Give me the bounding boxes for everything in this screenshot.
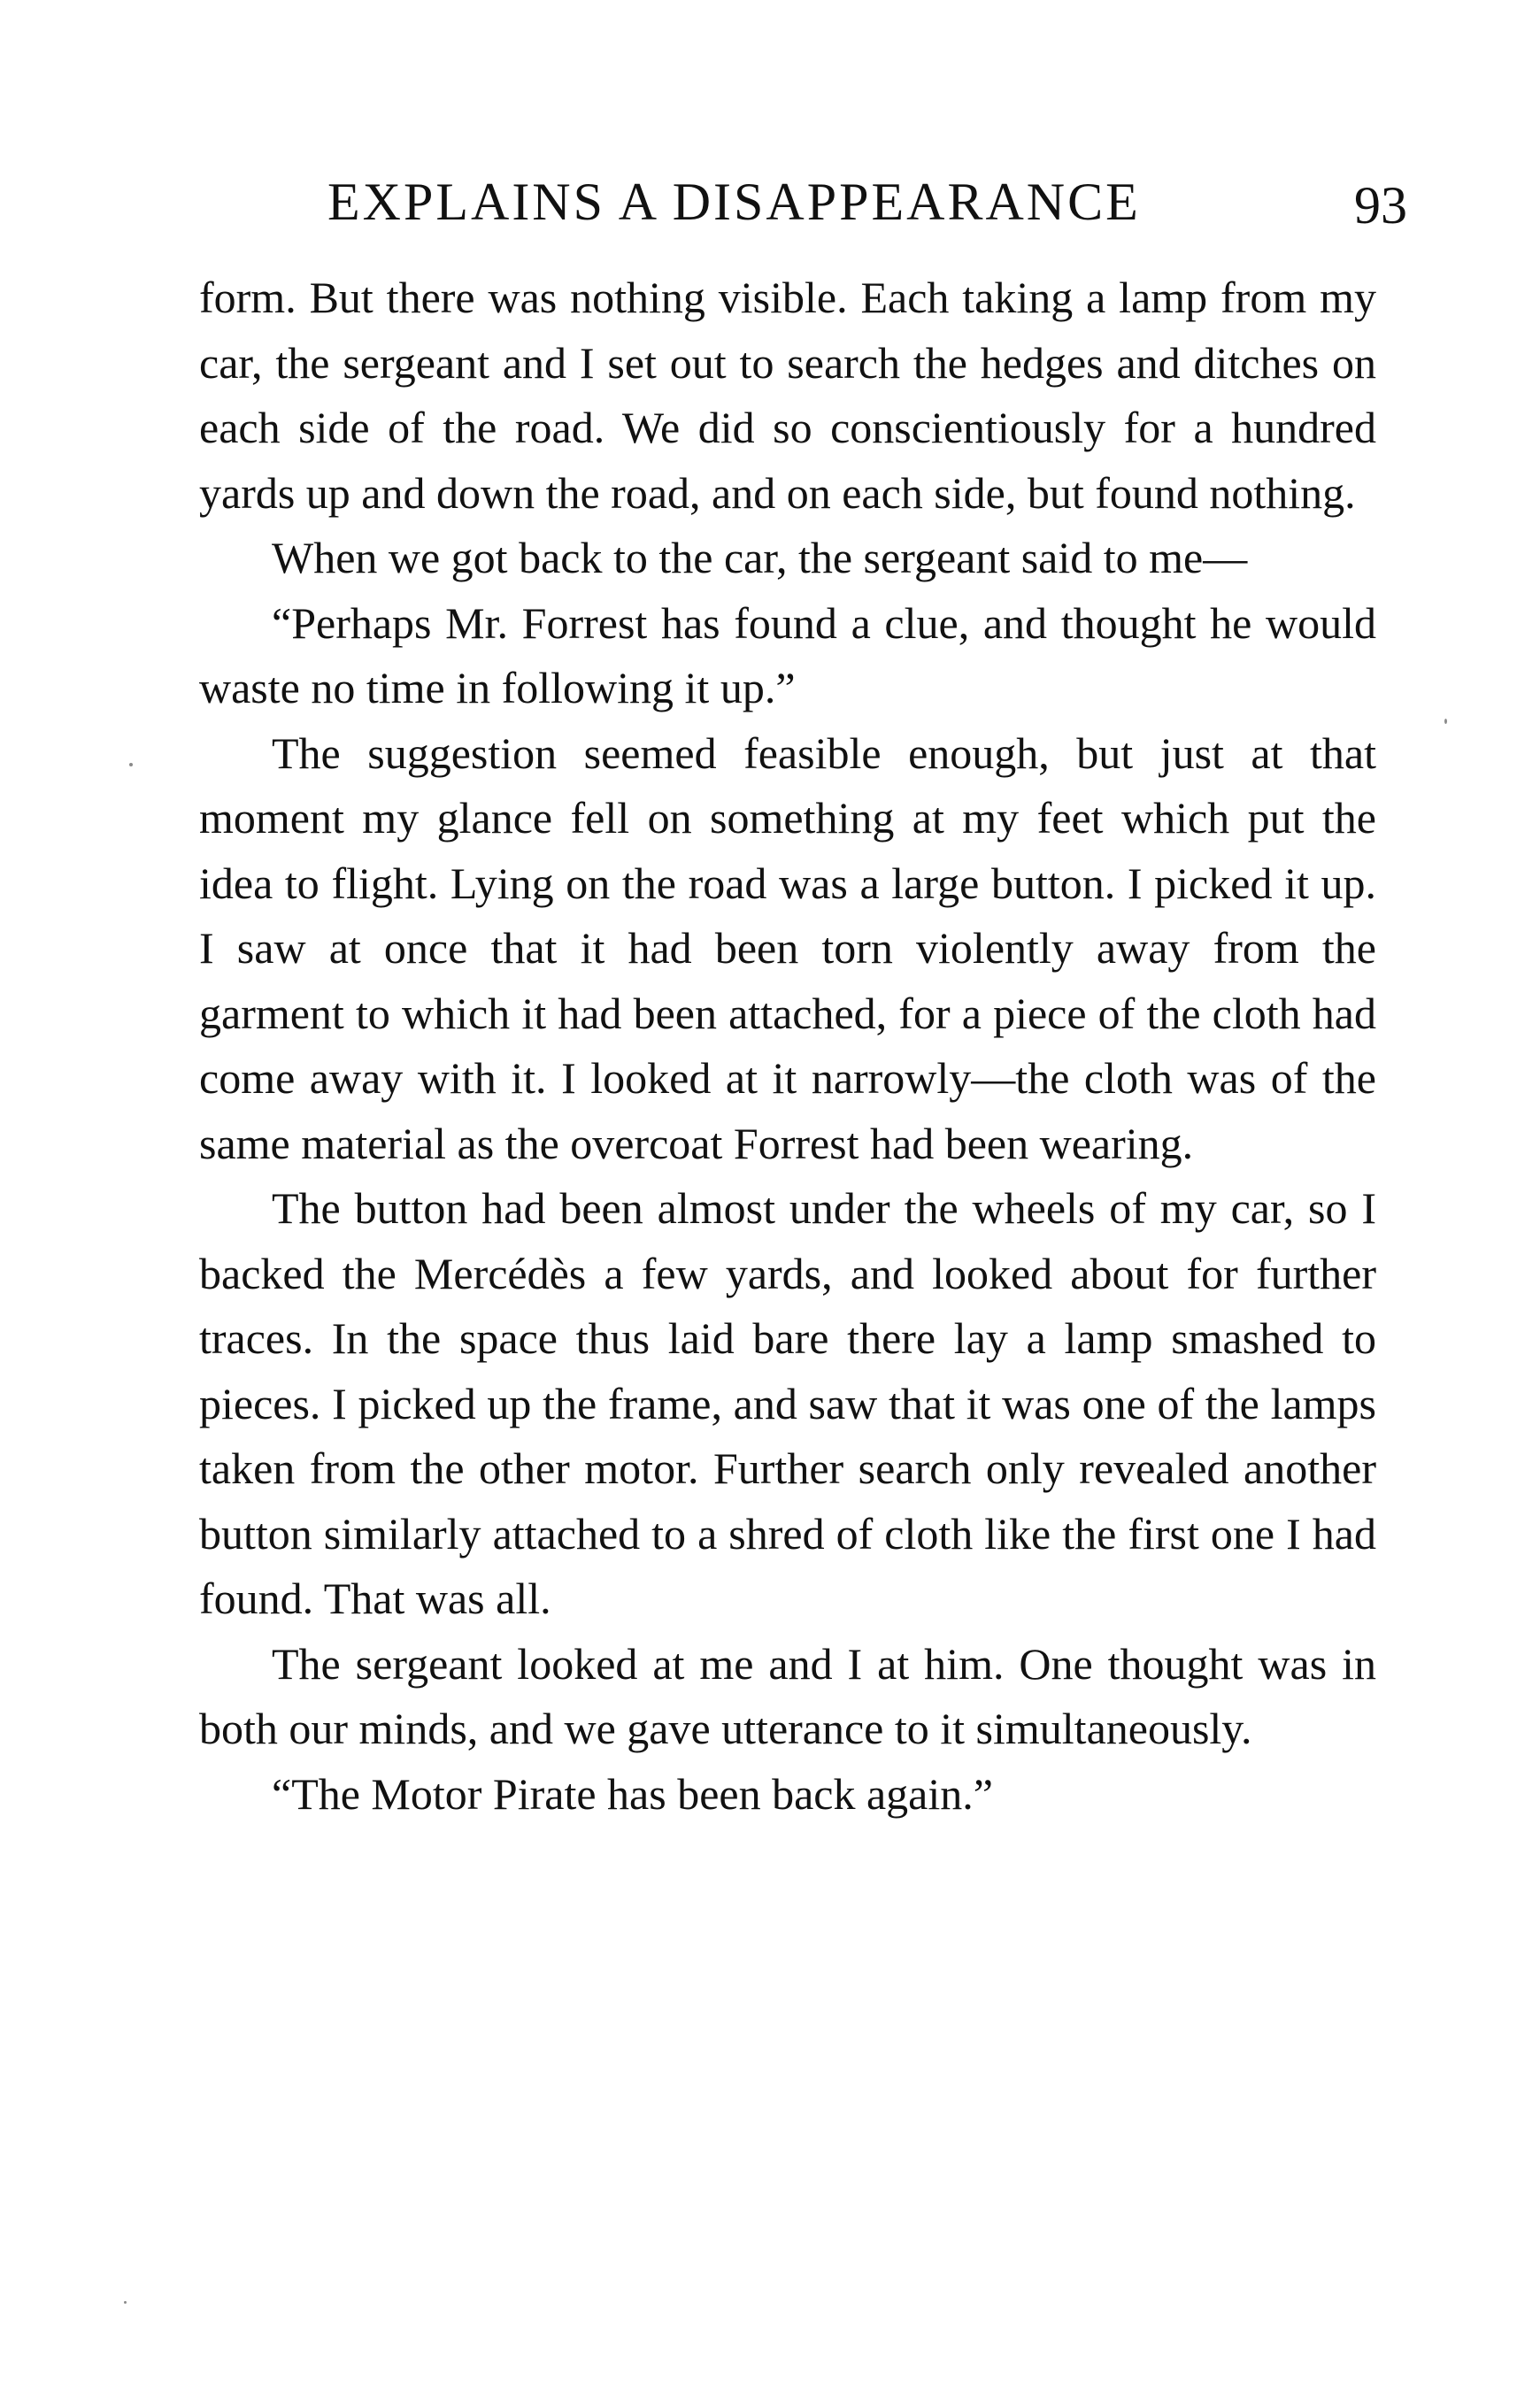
paragraph: The sergeant looked at me and I at him. One thought was in both our minds, and we gave utterance to it simultaneously. — [199, 1638, 1376, 1753]
body-text — [199, 266, 1376, 1827]
paragraph: The suggestion seemed feasible enough, but just at that moment my glance fell on something at my feet which put the idea to flight. Lying on the road was a large button. I picked it up. I saw at once that it had been torn violently away from the garment to which it had been attached, for a piece of the cloth had come away with it. I looked at it narrowly—the cloth was of the same material as the overcoat Forrest had been wearing. — [199, 727, 1376, 1168]
page-number: 93 — [1354, 176, 1407, 235]
paragraph: “Perhaps Mr. Forrest has found a clue, and thought he would waste no time in following it up.” — [199, 597, 1376, 712]
page-header — [327, 166, 1407, 237]
paragraph: When we got back to the car, the sergeant said to me— — [272, 533, 1248, 582]
paper-speck — [129, 763, 133, 766]
paper-speck — [1444, 719, 1447, 724]
paragraph: “The Motor Pirate has been back again.” — [272, 1768, 993, 1819]
paragraph: form. But there was nothing visible. Each taking a lamp from my car, the sergeant and I set out to search the hedges and ditches on each side of the road. We did so conscientiously for a hundred yards up and down the road, and on each side, but found nothing. — [199, 273, 1376, 518]
paragraph: The button had been almost under the wheels of my car, so I backed the Mercédès a few yards, and looked about for further traces. In the space thus laid bare there lay a lamp smashed to pieces. I picked up the frame, and saw that it was one of the lamps taken from the other motor. Further search only revealed another button similarly attached to a shred of cloth like the first one I had found. That was all. — [199, 1183, 1376, 1623]
paper-speck — [124, 2301, 127, 2304]
running-title: EXPLAINS A DISAPPEARANCE — [327, 173, 1141, 231]
